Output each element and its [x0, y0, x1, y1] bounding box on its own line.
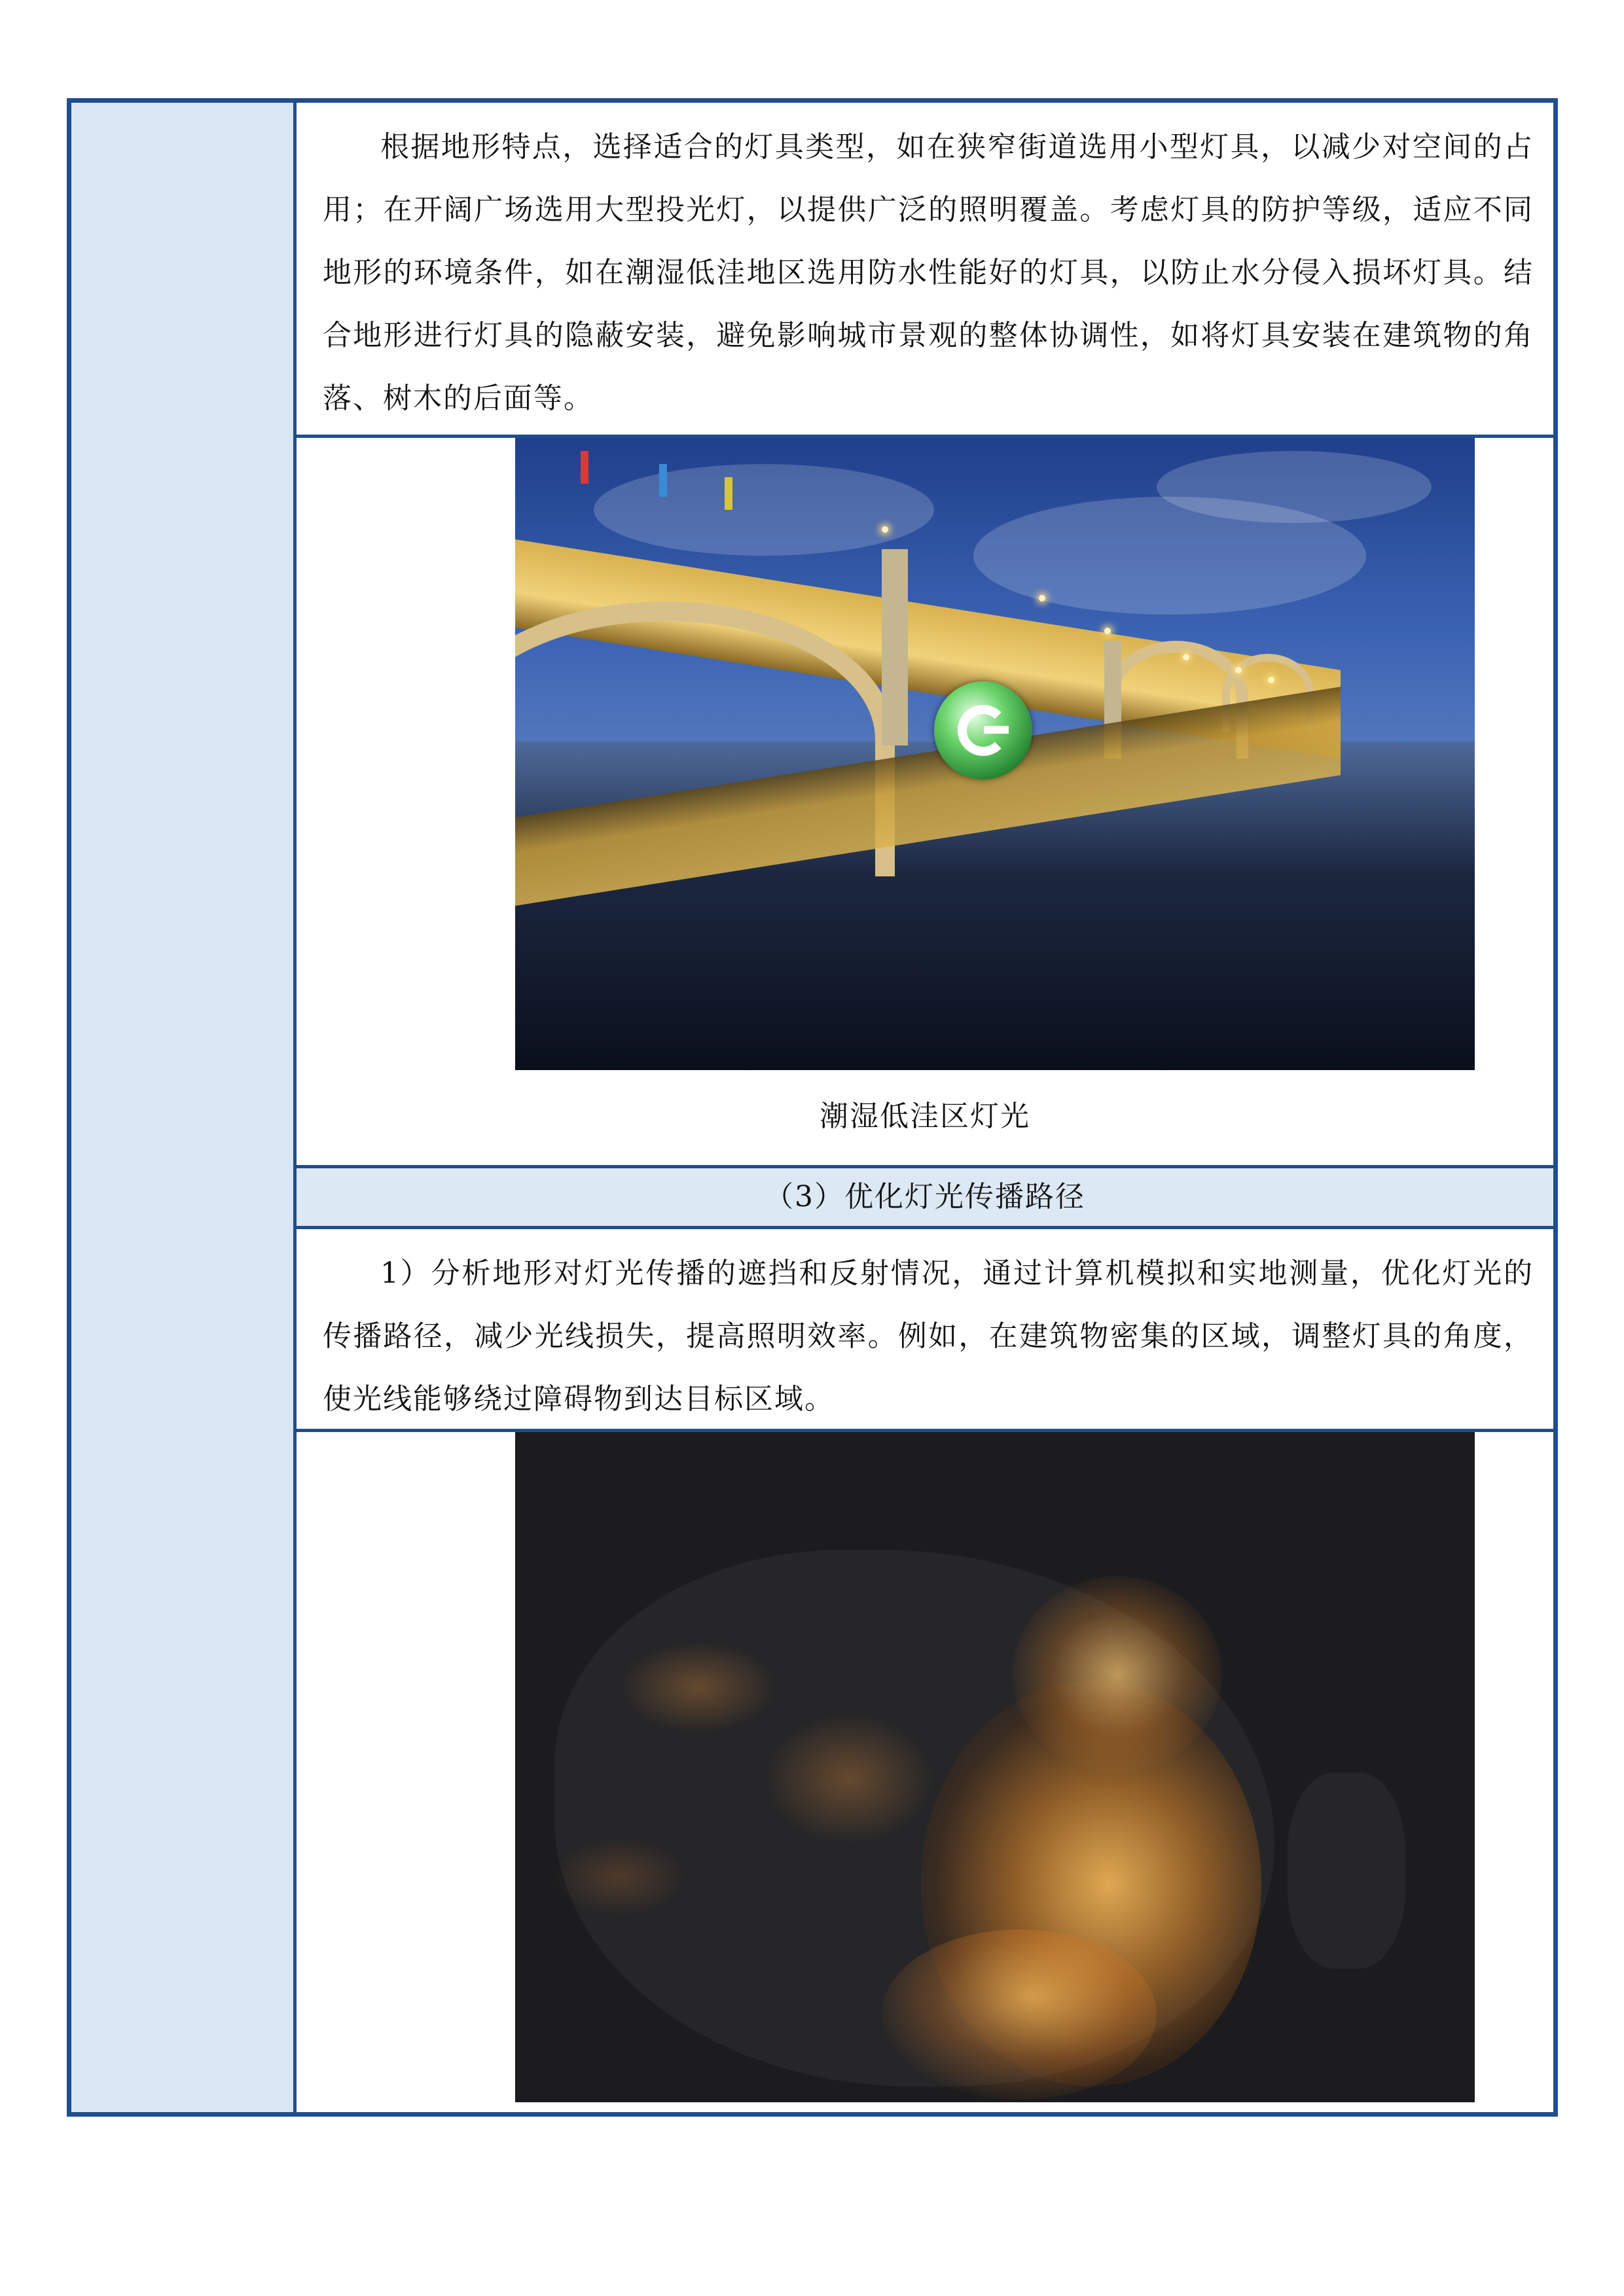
paragraph-light-path: 1）分析地形对灯光传播的遮挡和反射情况，通过计算机模拟和实地测量，优化灯光的传播路径，减少光线损失，提高照明效率。例如，在建筑物密集的区域，调整灯具的角度，使光线能够绕过障碍物到达目标区域。 — [323, 1257, 1534, 1416]
figure-caption: 潮湿低洼区灯光 — [820, 1100, 1030, 1133]
bridge-night-photo — [515, 438, 1475, 1070]
paragraph-terrain-fixtures: 根据地形特点，选择适合的灯具类型，如在狭窄街道选用小型灯具，以减少对空间的占用；在开阔广场选用大型投光灯，以提供广泛的照明覆盖。考虑灯具的防护等级，适应不同地形的环境条件，如在潮湿低洼地区选用防水性能好的灯具，以防止水分侵入损坏灯具。结合地形进行灯具的隐蔽安装，避免影响城市景观的整体协调性，如将灯具安装在建筑物的角落、树木的后面等。 — [323, 130, 1534, 415]
figure-row-2 — [297, 1429, 1553, 2112]
label-column — [71, 103, 297, 2112]
paragraph-row-1 — [297, 103, 1553, 435]
content-table — [67, 98, 1558, 2117]
content-column — [297, 103, 1553, 2112]
section-title: （3）优化灯光传播路径 — [297, 1165, 1553, 1226]
paragraph-row-2 — [297, 1226, 1553, 1429]
night-map-photo — [515, 1432, 1475, 2102]
figure-row-1 — [297, 435, 1553, 1165]
